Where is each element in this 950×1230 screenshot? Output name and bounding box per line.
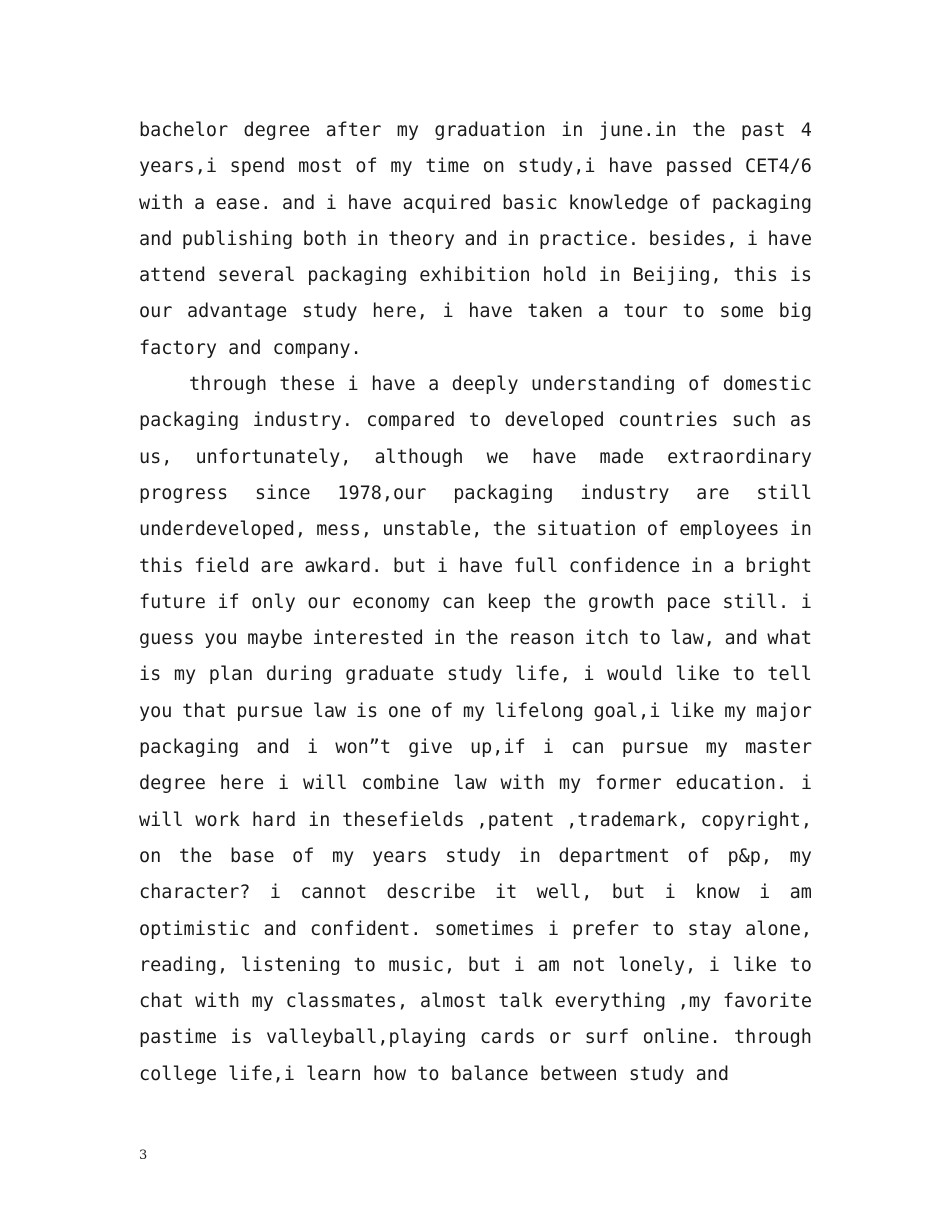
word: through <box>189 374 267 396</box>
word: situation <box>536 519 637 541</box>
word: up,if <box>469 737 526 759</box>
word: past <box>740 120 786 141</box>
word: with <box>500 773 546 795</box>
word: acquired <box>402 192 492 214</box>
word: can <box>571 737 605 759</box>
word: learn <box>305 1063 362 1085</box>
word: that <box>182 700 227 722</box>
word: hard <box>251 809 297 831</box>
word: progress <box>139 482 229 504</box>
word: as <box>789 410 812 432</box>
text-line <box>139 149 812 185</box>
word: deeply <box>451 374 519 396</box>
word: and <box>228 337 262 359</box>
word: lifelong <box>494 700 584 722</box>
word: i <box>708 954 720 976</box>
word: well, <box>536 882 593 904</box>
word: graduate <box>345 664 435 686</box>
text-line <box>139 912 812 948</box>
word: you <box>139 700 173 722</box>
word: thesefields <box>342 809 465 831</box>
word: but <box>467 954 502 976</box>
word: still. <box>722 591 790 613</box>
word: have <box>371 374 416 396</box>
word: i <box>800 773 812 795</box>
word: i <box>436 555 448 577</box>
word: will <box>303 773 348 795</box>
word: although <box>374 446 464 468</box>
text-line <box>139 549 812 585</box>
text-line <box>139 875 812 911</box>
word: of <box>430 700 454 722</box>
word: to <box>652 918 675 940</box>
word: like <box>732 954 778 976</box>
word: confident. <box>310 918 422 940</box>
word: to <box>682 301 705 323</box>
text-line <box>139 839 812 875</box>
word: have <box>531 446 577 468</box>
word: have <box>347 192 392 214</box>
word: ,my <box>677 991 712 1013</box>
word: full <box>513 555 559 577</box>
word: to <box>732 664 755 686</box>
word: field <box>194 555 250 577</box>
word: us, <box>139 446 173 468</box>
word: and <box>263 918 297 940</box>
word: ease. <box>215 192 272 214</box>
word: base <box>229 845 275 867</box>
word: surf <box>584 1027 630 1049</box>
text-line <box>139 585 812 621</box>
word: i <box>746 228 759 250</box>
word: lonely, <box>618 954 697 976</box>
word: of <box>687 845 710 867</box>
word: attend <box>139 265 206 287</box>
word: i <box>307 737 319 759</box>
word: economy <box>352 591 431 613</box>
word: employees <box>679 519 780 541</box>
text-line <box>139 621 812 657</box>
word: packaging <box>453 482 554 504</box>
word: i <box>547 918 560 940</box>
word: basic <box>502 192 558 214</box>
word: our <box>307 591 341 613</box>
word: life,i <box>228 1063 295 1085</box>
word: made <box>599 446 645 468</box>
word: is <box>355 700 379 722</box>
word: my <box>789 845 812 867</box>
word: and <box>695 1063 730 1085</box>
word: a <box>194 192 206 214</box>
word: the <box>465 628 499 650</box>
word: my <box>396 120 419 141</box>
word: one <box>387 700 422 722</box>
word: our <box>139 301 173 323</box>
word: ,trademark, <box>566 809 689 831</box>
word: the <box>178 845 213 867</box>
word: won”t <box>335 737 392 759</box>
word: but <box>392 555 427 577</box>
word: CET4/6 <box>745 156 812 178</box>
word: these <box>279 374 336 396</box>
word: exhibition <box>419 265 531 287</box>
word: and <box>281 192 316 214</box>
text-line <box>139 984 812 1020</box>
word: extraordinary <box>667 446 812 468</box>
text-line <box>139 403 812 439</box>
word: balance <box>450 1063 529 1085</box>
word: i <box>513 954 525 976</box>
word: classmates, <box>285 991 409 1013</box>
word: talk <box>498 991 543 1013</box>
word: such <box>731 410 777 432</box>
word: study <box>628 1063 685 1085</box>
word: packaging <box>307 265 408 287</box>
word: is <box>139 664 162 686</box>
word: packaging <box>139 737 240 759</box>
word: Beijing, <box>632 265 722 287</box>
word: developed <box>504 410 605 432</box>
word: to <box>638 628 661 650</box>
word: study <box>445 845 501 867</box>
text-line <box>139 367 812 403</box>
word: passed <box>665 156 733 178</box>
word: my <box>173 664 197 686</box>
word: you <box>204 628 238 650</box>
word: major <box>756 700 812 722</box>
word: 1978,our <box>337 482 427 504</box>
text-line <box>139 730 812 766</box>
word: keep <box>486 591 532 613</box>
word: this <box>733 265 778 287</box>
word: and <box>724 628 758 650</box>
word: company. <box>272 337 362 359</box>
word: future <box>139 591 206 613</box>
word: the <box>542 591 577 613</box>
word: domestic <box>722 374 812 396</box>
text-line <box>139 331 812 367</box>
word: not <box>572 954 606 976</box>
word: study <box>446 664 503 686</box>
word: i <box>542 737 554 759</box>
word: is <box>230 1027 253 1049</box>
word: some <box>719 301 764 323</box>
word: underdeveloped, <box>139 519 307 541</box>
word: of <box>688 374 711 396</box>
word: to <box>468 410 492 432</box>
text-line <box>139 476 812 512</box>
word: we <box>486 446 509 468</box>
word: bright <box>745 555 812 577</box>
word: everything <box>554 991 667 1013</box>
word: tour <box>623 301 668 323</box>
word: in <box>561 120 584 141</box>
word: taken <box>527 301 584 323</box>
word: what <box>767 628 812 650</box>
word: packaging <box>139 410 240 432</box>
word: goal,i <box>593 700 661 722</box>
word: with <box>139 192 184 214</box>
word: this <box>139 555 184 577</box>
text-line <box>139 440 812 476</box>
word: and <box>256 737 290 759</box>
page-number: 3 <box>139 1148 148 1163</box>
word: can <box>441 591 476 613</box>
word: know <box>695 882 740 904</box>
word: cannot <box>300 882 368 904</box>
word: in <box>789 519 812 541</box>
word: would <box>607 664 663 686</box>
word: reason <box>508 628 575 650</box>
word: through <box>733 1027 812 1049</box>
word: is <box>789 265 812 287</box>
word: here, <box>372 301 428 323</box>
word: reading, <box>139 954 229 976</box>
word: are <box>260 555 294 577</box>
word: in <box>433 628 456 650</box>
word: give <box>408 737 453 759</box>
word: i <box>664 882 676 904</box>
word: mess, <box>316 519 372 541</box>
word: with <box>195 991 240 1013</box>
word: stay <box>687 918 733 940</box>
word: theory <box>388 228 455 250</box>
word: my <box>390 156 413 178</box>
word: work <box>195 809 240 831</box>
word: plan <box>208 664 254 686</box>
word: years,i <box>139 156 217 178</box>
word: only <box>251 591 296 613</box>
word: or <box>549 1027 572 1049</box>
word: of <box>292 845 315 867</box>
word: spend <box>229 156 286 178</box>
word: like <box>670 700 715 722</box>
word: to <box>417 1063 440 1085</box>
word: department <box>558 845 670 867</box>
word: master <box>745 737 812 759</box>
word: alone, <box>745 918 812 940</box>
word: in <box>518 845 541 867</box>
word: interested <box>312 628 424 650</box>
word: degree <box>243 120 311 141</box>
word: knowledge <box>568 192 669 214</box>
word: a <box>597 301 609 323</box>
word: industry. <box>252 410 353 432</box>
word: packaging <box>711 192 812 214</box>
word: favorite <box>722 991 812 1013</box>
word: law, <box>670 628 715 650</box>
text-line <box>139 657 812 693</box>
word: have <box>608 156 653 178</box>
word: 4 <box>800 120 812 141</box>
word: almost <box>419 991 487 1013</box>
word: of <box>355 156 378 178</box>
word: both <box>302 228 348 250</box>
word: big <box>778 301 812 323</box>
word: understanding <box>530 374 676 396</box>
word: like <box>675 664 720 686</box>
text-line <box>139 186 812 222</box>
text-line <box>139 294 812 330</box>
word: publishing <box>181 228 294 250</box>
word: law <box>453 773 487 795</box>
word: i <box>583 664 595 686</box>
word: combine <box>361 773 440 795</box>
word: compared <box>366 410 456 432</box>
word: describe <box>386 882 476 904</box>
word: have <box>767 228 812 250</box>
word: pastime <box>139 1027 217 1049</box>
word: besides, <box>648 228 738 250</box>
word: my <box>332 845 355 867</box>
word: bachelor <box>139 120 229 141</box>
word: tell <box>767 664 812 686</box>
word: several <box>217 265 296 287</box>
text-line <box>139 803 812 839</box>
word: copyright, <box>700 809 812 831</box>
word: college <box>139 1063 217 1085</box>
word: on <box>482 156 505 178</box>
word: are <box>696 482 730 504</box>
word: law <box>312 700 347 722</box>
word: time <box>425 156 470 178</box>
word: the <box>692 120 726 141</box>
word: have <box>468 301 513 323</box>
word: hold <box>542 265 587 287</box>
word: the <box>492 519 527 541</box>
word: life, <box>515 664 571 686</box>
word: a <box>428 374 440 396</box>
word: a <box>723 555 735 577</box>
word: advantage <box>187 301 288 323</box>
word: industry <box>580 482 670 504</box>
word: during <box>265 664 333 686</box>
word: my <box>558 773 582 795</box>
word: pursue <box>621 737 689 759</box>
word: i <box>442 301 454 323</box>
word: i <box>347 374 359 396</box>
word: valleyball,playing <box>266 1027 467 1049</box>
word: study,i <box>517 156 596 178</box>
word: most <box>298 156 343 178</box>
word: of <box>678 192 702 214</box>
body-text <box>139 113 812 1093</box>
word: in <box>507 228 530 250</box>
word: unfortunately, <box>195 446 352 468</box>
word: ,patent <box>476 809 555 831</box>
word: pursue <box>236 700 304 722</box>
word: am <box>537 954 560 976</box>
word: in <box>356 228 379 250</box>
word: countries <box>618 410 719 432</box>
word: graduation <box>434 120 546 141</box>
word: p&p, <box>727 845 772 867</box>
text-line <box>139 948 812 984</box>
word: i <box>759 882 771 904</box>
word: to <box>789 954 812 976</box>
word: maybe <box>247 628 303 650</box>
word: june.in <box>598 120 677 141</box>
word: my <box>705 737 728 759</box>
text-line <box>139 766 812 802</box>
word: my <box>724 700 747 722</box>
word: after <box>325 120 382 141</box>
word: to <box>353 954 376 976</box>
word: in <box>308 809 331 831</box>
word: in <box>690 555 713 577</box>
word: how <box>372 1063 407 1085</box>
word: i <box>278 773 290 795</box>
word: of <box>646 519 669 541</box>
word: online. <box>642 1027 721 1049</box>
word: it <box>495 882 518 904</box>
word: former <box>594 773 662 795</box>
word: unstable, <box>382 519 483 541</box>
word: pace <box>666 591 711 613</box>
word: factory <box>139 337 217 359</box>
word: will <box>139 809 184 831</box>
word: my <box>462 700 486 722</box>
word: i <box>269 882 281 904</box>
word: cards <box>479 1027 536 1049</box>
text-line <box>139 1020 812 1056</box>
word: listening <box>240 954 341 976</box>
word: growth <box>587 591 655 613</box>
word: guess <box>139 628 195 650</box>
word: and <box>464 228 498 250</box>
word: since <box>254 482 311 504</box>
word: still <box>756 482 812 504</box>
word: i <box>800 591 812 613</box>
word: but <box>611 882 646 904</box>
word: chat <box>139 991 184 1013</box>
word: practice. <box>538 228 640 250</box>
text-line <box>139 1057 812 1093</box>
word: confidence <box>568 555 681 577</box>
text-line <box>139 512 812 548</box>
word: if <box>217 591 240 613</box>
word: years <box>371 845 428 867</box>
word: have <box>458 555 504 577</box>
text-line <box>139 113 812 149</box>
word: sometimes <box>434 918 535 940</box>
text-line <box>139 222 812 258</box>
text-line <box>139 694 812 730</box>
word: my <box>251 991 274 1013</box>
word: education. <box>675 773 787 795</box>
word: here <box>219 773 265 795</box>
word: between <box>539 1063 618 1085</box>
word: in <box>598 265 621 287</box>
word: music, <box>388 954 456 976</box>
word: character? <box>139 882 251 904</box>
word: awkard. <box>304 555 383 577</box>
word: optimistic <box>139 918 251 940</box>
word: degree <box>139 773 206 795</box>
word: prefer <box>572 918 639 940</box>
word: and <box>139 228 173 250</box>
word: on <box>139 845 162 867</box>
word: am <box>789 882 812 904</box>
word: itch <box>584 628 630 650</box>
text-line <box>139 258 812 294</box>
word: study <box>301 301 358 323</box>
word: i <box>325 192 337 214</box>
